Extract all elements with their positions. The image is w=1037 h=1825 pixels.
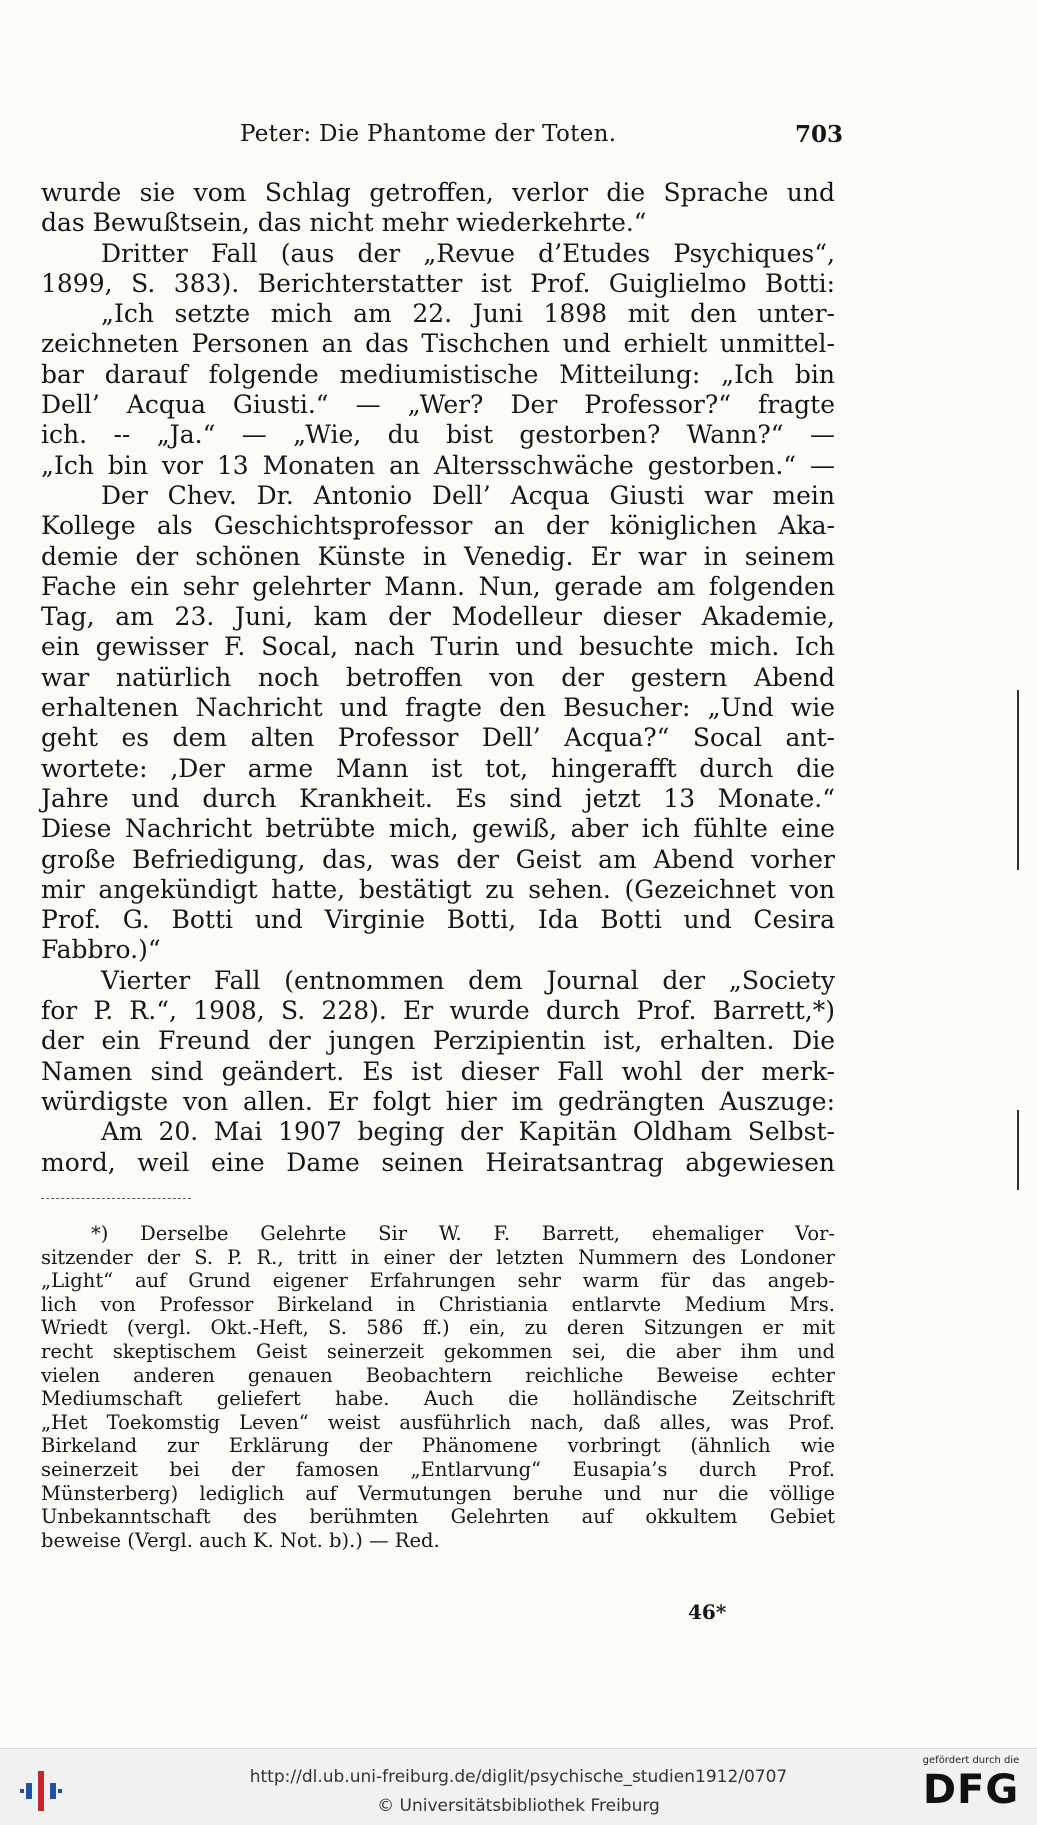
body-line: „Ich setzte mich am 22. Juni 1898 mit den unter- <box>101 299 835 329</box>
body-line: bar darauf folgende mediumistische Mitteilung: „Ich bin <box>41 359 835 389</box>
dfg-logo <box>911 1755 1031 1821</box>
body-line: wurde sie vom Schlag getroffen, verlor die Sprache und <box>41 178 835 207</box>
body-text <box>41 178 835 1178</box>
body-line: Jahre und durch Krankheit. Es sind jetzt 13 Monate.“ <box>41 783 835 813</box>
body-line: wortete: ‚Der arme Mann ist tot, hingerafft durch die <box>41 753 835 783</box>
body-line: geht es dem alten Professor Dell’ Acqua?“ Socal ant- <box>41 723 835 753</box>
body-line: würdigste von allen. Er folgt hier im gedrängten Auszuge: <box>41 1086 835 1116</box>
body-line: Fabbro.)“ <box>41 935 161 965</box>
footnote-block <box>41 1222 835 1552</box>
viewer-footer <box>0 1748 1037 1825</box>
page-number: 703 <box>795 121 844 148</box>
footnote-line: lich von Professor Birkeland in Christiania entlarvte Medium Mrs. <box>41 1292 835 1316</box>
body-line: demie der schönen Künste in Venedig. Er war in seinem <box>41 541 835 571</box>
body-line: große Befriedigung, das, was der Geist am Abend vorher <box>41 844 835 874</box>
body-line: Kollege als Geschichtsprofessor an der königlichen Aka- <box>41 511 835 541</box>
body-line: Namen sind geändert. Es ist dieser Fall wohl der merk- <box>41 1056 835 1086</box>
body-line: erhaltenen Nachricht und fragte den Besucher: „Und wie <box>41 693 835 723</box>
footnote-line: Unbekanntschaft des berühmten Gelehrten auf okkultem Gebiet <box>41 1505 835 1529</box>
body-line: ein gewisser F. Socal, nach Turin und besuchte mich. Ich <box>41 632 835 662</box>
footnote-separator <box>41 1198 191 1199</box>
body-line: Dritter Fall (aus der „Revue d’Etudes Psychiques“, <box>101 238 835 268</box>
footnote-line: seinerzeit bei der famosen „Entlarvung“ Eusapia’s durch Prof. <box>41 1457 835 1481</box>
margin-rule <box>1017 690 1019 870</box>
footnote-line: sitzender der S. P. R., tritt in einer der letzten Nummern des Londoner <box>41 1245 835 1269</box>
body-line: Prof. G. Botti und Virginie Botti, Ida Botti und Cesira <box>41 905 835 935</box>
footnote-line: Münsterberg) lediglich auf Vermutungen beruhe und nur die völlige <box>41 1481 835 1505</box>
footnote-line: *) Derselbe Gelehrte Sir W. F. Barrett, ehemaliger Vor- <box>91 1222 835 1245</box>
body-line: Diese Nachricht betrübte mich, gewiß, aber ich fühlte eine <box>41 814 835 844</box>
body-line: Fache ein sehr gelehrter Mann. Nun, gerade am folgenden <box>41 571 835 601</box>
footnote-line: beweise (Vergl. auch K. Not. b).) — Red. <box>41 1528 440 1552</box>
body-line: for P. R.“, 1908, S. 228). Er wurde durch Prof. Barrett,*) <box>41 996 835 1026</box>
dfg-wordmark: DFG <box>922 1767 1020 1813</box>
margin-rule <box>1017 1110 1019 1190</box>
body-line: Am 20. Mai 1907 beging der Kapitän Oldham Selbst- <box>101 1117 835 1147</box>
body-line: mord, weil eine Dame seinen Heiratsantrag abgewiesen <box>41 1147 835 1177</box>
body-line: ich. -- „Ja.“ — „Wie, du bist gestorben? Wann?“ — <box>41 420 835 450</box>
copyright-notice: © Universitätsbibliothek Freiburg <box>377 1796 660 1816</box>
footnote-line: „Het Toekomstig Leven“ weist ausführlich nach, daß alles, was Prof. <box>41 1410 835 1434</box>
body-line: der ein Freund der jungen Perzipientin ist, erhalten. Die <box>41 1026 835 1056</box>
body-line: Dell’ Acqua Giusti.“ — „Wer? Der Professor?“ fragte <box>41 390 835 420</box>
footnote-line: Wriedt (vergl. Okt.-Heft, S. 586 ff.) ein, zu deren Sitzungen er mit <box>41 1316 835 1340</box>
signature-mark: 46* <box>688 1600 727 1624</box>
body-line: mir angekündigt hatte, bestätigt zu sehen. (Gezeichnet von <box>41 874 835 904</box>
body-line: „Ich bin vor 13 Monaten an Altersschwäche gestorben.“ — <box>41 450 835 480</box>
permalink-url[interactable]: http://dl.ub.uni-freiburg.de/diglit/psychische_studien1912/0707 <box>249 1767 788 1787</box>
dfg-funding-label: gefördert durch die <box>922 1755 1020 1766</box>
body-line: Vierter Fall (entnommen dem Journal der „Society <box>101 965 835 995</box>
footnote-line: recht skeptischem Geist seinerzeit gekommen sei, die aber ihm und <box>41 1339 835 1363</box>
body-line: Tag, am 23. Juni, kam der Modelleur dieser Akademie, <box>41 602 835 632</box>
body-line: Der Chev. Dr. Antonio Dell’ Acqua Giusti war mein <box>101 480 835 510</box>
footnote-line: „Light“ auf Grund eigener Erfahrungen sehr warm für das angeb- <box>41 1269 835 1293</box>
body-line: war natürlich noch betroffen von der gestern Abend <box>41 662 835 692</box>
footnote-line: vielen anderen genauen Beobachtern reichliche Beweise echter <box>41 1363 835 1387</box>
body-line: das Bewußtsein, das nicht mehr wiederkehrte.“ <box>41 208 647 238</box>
footnote-line: Birkeland zur Erklärung der Phänomene vorbringt (ähnlich wie <box>41 1434 835 1458</box>
body-line: 1899, S. 383). Berichterstatter ist Prof. Guiglielmo Botti: <box>41 268 835 298</box>
body-line: zeichneten Personen an das Tischchen und erhielt unmittel- <box>41 329 835 359</box>
footnote-line: Mediumschaft geliefert habe. Auch die holländische Zeitschrift <box>41 1387 835 1411</box>
running-head-title: Peter: Die Phantome der Toten. <box>240 121 617 147</box>
